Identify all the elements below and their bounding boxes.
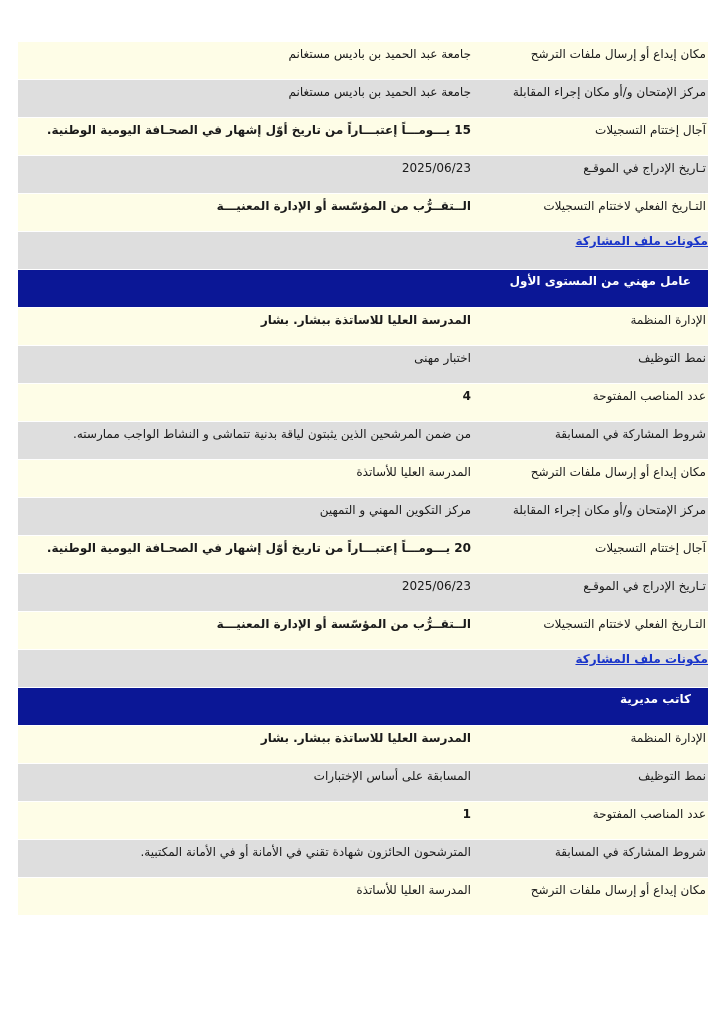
row-value: المدرسة العليا للاساتذة ببشار. بشار: [260, 313, 471, 327]
row-exam-center: [18, 80, 708, 118]
row-value: 2025/06/23: [401, 579, 471, 593]
row-filing-place: [18, 460, 708, 498]
row-filing-place: [18, 42, 708, 80]
row-label: شروط المشاركة في المسابقة: [554, 427, 706, 441]
row-label: آجال إختتام التسجيلات: [595, 123, 706, 137]
row-value: مركز التكوين المهني و التمهين: [319, 503, 471, 517]
row-participation-conditions: [18, 422, 708, 460]
row-label: عدد المناصب المفتوحة: [592, 389, 706, 403]
row-value: جامعة عبد الحميد بن باديس مستغانم: [288, 47, 471, 61]
row-value: 20 يـــومـــاً إعتبـــاراً من تاريخ أوّل إشهار في الصحـافة اليومية الوطنية.: [46, 541, 471, 555]
row-value: 4: [462, 389, 471, 403]
row-label: تـاريخ الإدراج في الموقـع: [583, 579, 706, 593]
application-file-link[interactable]: مكونات ملف المشاركة: [575, 234, 708, 248]
row-recruitment-type: [18, 346, 708, 384]
job-listing-sheet: [18, 42, 708, 916]
row-label: شروط المشاركة في المسابقة: [554, 845, 706, 859]
application-file-link[interactable]: مكونات ملف المشاركة: [575, 652, 708, 666]
row-value: الــتقــرُّب من المؤسّسة أو الإدارة المعنيـــة: [216, 617, 471, 631]
row-label: مكان إيداع أو إرسال ملفات الترشح: [530, 465, 706, 479]
row-filing-place: [18, 878, 708, 916]
row-registration-deadline: [18, 536, 708, 574]
row-participation-conditions: [18, 840, 708, 878]
row-value: الــتقــرُّب من المؤسّسة أو الإدارة المعنيـــة: [216, 199, 471, 213]
row-value: جامعة عبد الحميد بن باديس مستغانم: [288, 85, 471, 99]
row-label: نمط التوظيف: [638, 769, 706, 783]
row-value: من ضمن المرشحين الذين يثبتون لياقة بدنية تتماشى و النشاط الواجب ممارسته.: [73, 427, 471, 441]
row-label: الإدارة المنظمة: [630, 731, 706, 745]
row-label: مركز الإمتحان و/أو مكان إجراء المقابلة: [512, 503, 706, 517]
row-actual-closing-date: [18, 194, 708, 232]
job-title-header: عامل مهني من المستوى الأول: [18, 270, 708, 308]
row-label: تـاريخ الإدراج في الموقـع: [583, 161, 706, 175]
row-open-positions: [18, 802, 708, 840]
job-title-header: كاتب مديرية: [18, 688, 708, 726]
row-value: المدرسة العليا للأساتذة: [356, 465, 471, 479]
row-value: 15 يـــومـــاً إعتبـــاراً من تاريخ أوّل إشهار في الصحـافة اليومية الوطنية.: [46, 123, 471, 137]
row-label: عدد المناصب المفتوحة: [592, 807, 706, 821]
row-actual-closing-date: [18, 612, 708, 650]
row-label: مركز الإمتحان و/أو مكان إجراء المقابلة: [512, 85, 706, 99]
row-label: مكان إيداع أو إرسال ملفات الترشح: [530, 883, 706, 897]
row-posting-date: [18, 156, 708, 194]
row-exam-center: [18, 498, 708, 536]
row-value: المسابقة على أساس الإختبارات: [313, 769, 471, 783]
row-value: المدرسة العليا للاساتذة ببشار. بشار: [260, 731, 471, 745]
row-recruitment-type: [18, 764, 708, 802]
row-value: المترشحون الحائزون شهادة تقني في الأمانة أو في الأمانة المكتبية.: [140, 845, 471, 859]
row-organizing-administration: [18, 308, 708, 346]
row-value: 2025/06/23: [401, 161, 471, 175]
row-label: نمط التوظيف: [638, 351, 706, 365]
row-label: مكان إيداع أو إرسال ملفات الترشح: [530, 47, 706, 61]
row-registration-deadline: [18, 118, 708, 156]
row-value: 1: [462, 807, 471, 821]
row-label: الإدارة المنظمة: [630, 313, 706, 327]
application-file-link-row: [18, 232, 708, 270]
row-organizing-administration: [18, 726, 708, 764]
row-open-positions: [18, 384, 708, 422]
row-value: اختبار مهنى: [414, 351, 471, 365]
row-label: التـاريخ الفعلي لاختتام التسجيلات: [543, 617, 706, 631]
row-label: التـاريخ الفعلي لاختتام التسجيلات: [543, 199, 706, 213]
row-value: المدرسة العليا للأساتذة: [356, 883, 471, 897]
application-file-link-row: [18, 650, 708, 688]
row-posting-date: [18, 574, 708, 612]
row-label: آجال إختتام التسجيلات: [595, 541, 706, 555]
